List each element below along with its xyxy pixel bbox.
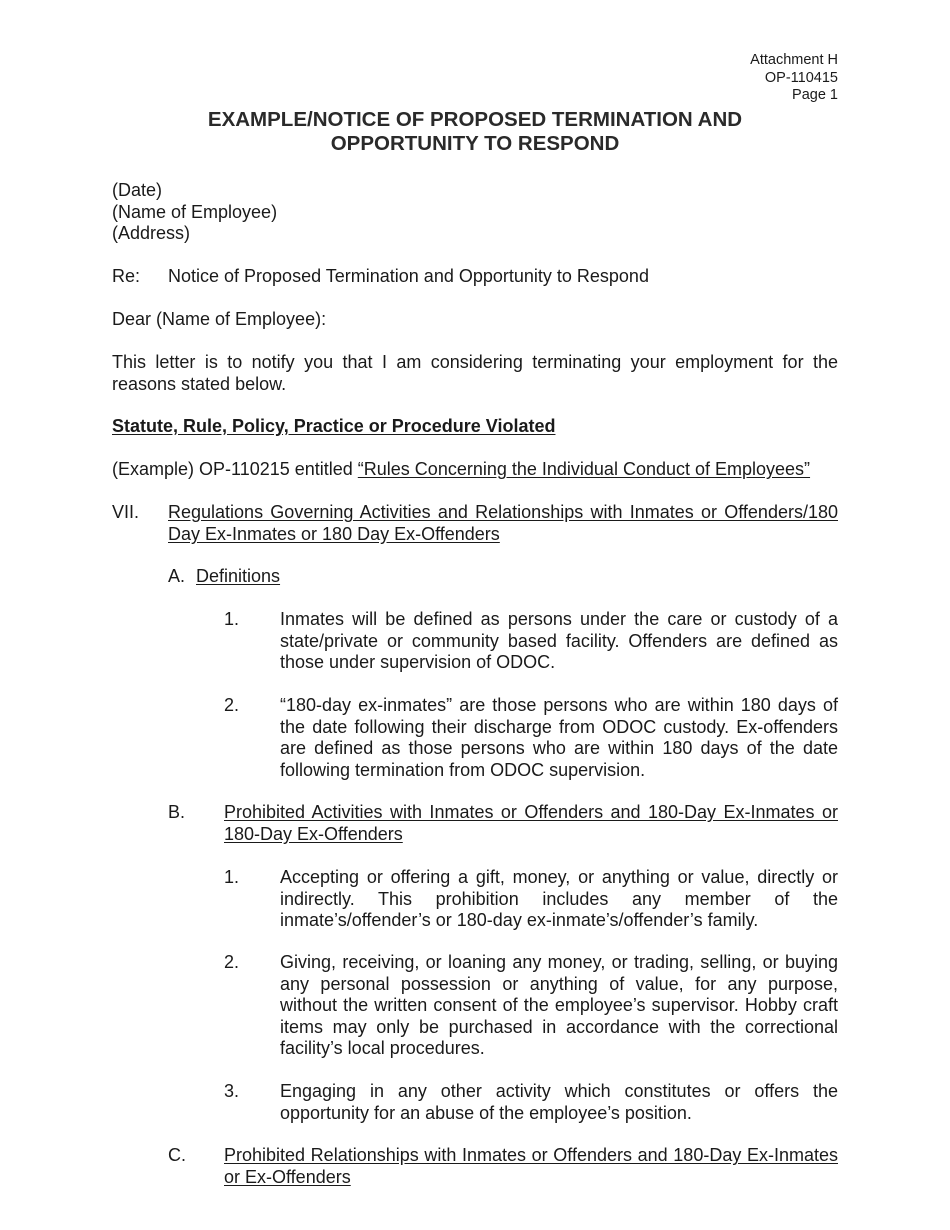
list-item [112, 695, 838, 783]
section-heading [112, 416, 838, 438]
section-vii [112, 502, 838, 546]
employee-name-placeholder: (Name of Employee) [112, 201, 278, 222]
intro-paragraph: This letter is to notify you that I am considering terminating your employment for the reasons stated below. [112, 352, 838, 394]
item-text: Giving, receiving, or loaning any money, or trading, selling, or buying any personal possession or anything of value, for any purpose, without the written consent of the employee’s supervisor. Hobby craft items may only be purchased in accordance with the correctional facility’s local procedures. [280, 952, 838, 1058]
list-item [112, 1081, 838, 1125]
subsection-c-title: Prohibited Relationships with Inmates or Offenders and 180-Day Ex-Inmates or Ex-Offenders [224, 1145, 838, 1187]
op-number: OP-110415 [764, 69, 838, 86]
violations-heading: Statute, Rule, Policy, Practice or Procedure Violated [112, 416, 556, 436]
title-line-2: OPPORTUNITY TO RESPOND [330, 132, 620, 155]
page-number: Page 1 [792, 87, 838, 103]
item-number: 3. [224, 1081, 240, 1101]
salutation: Dear (Name of Employee): [112, 309, 327, 329]
list-item [112, 609, 838, 675]
item-text: Accepting or offering a gift, money, or anything or value, directly or indirectly. This prohibition includes any member of the inmate’s/offender’s or 180-day ex-inmate’s/offender’s family. [280, 867, 838, 930]
item-text: “180-day ex-inmates” are those persons who are within 180 days of the date following their discharge from ODOC custody. Ex-offenders are defined as those persons who are within 180 days of the date following termination from ODOC supervision. [280, 695, 838, 780]
date-placeholder: (Date) [112, 180, 163, 200]
subsection-b-title: Prohibited Activities with Inmates or Offenders and 180-Day Ex-Inmates or 180-Day Ex-Offenders [224, 802, 838, 844]
subsection-a-title: Definitions [196, 566, 281, 586]
policy-title: “Rules Concerning the Individual Conduct of Employees” [357, 459, 811, 479]
subsection-b-heading [112, 802, 838, 846]
list-item [112, 867, 838, 933]
address-block [112, 180, 838, 245]
title-line-1: EXAMPLE/NOTICE OF PROPOSED TERMINATION AND [207, 108, 743, 131]
item-number: 2. [224, 952, 240, 972]
example-prefix: (Example) OP-110215 entitled [112, 459, 358, 479]
item-text: Inmates will be defined as persons under the care or custody of a state/private or community based facility. Offenders are defined as those under supervision of ODOC. [280, 609, 838, 672]
address-placeholder: (Address) [112, 223, 191, 243]
item-number: 2. [224, 695, 240, 715]
re-text: Notice of Proposed Termination and Opportunity to Respond [168, 266, 649, 286]
subsection-a-label: A. [168, 566, 186, 586]
document-title [92, 108, 858, 156]
document-header [750, 52, 838, 105]
item-number: 1. [224, 867, 240, 887]
document-page [112, 0, 838, 1230]
example-line [112, 459, 838, 481]
re-label: Re: [112, 266, 141, 286]
section-vii-title: Regulations Governing Activities and Relationships with Inmates or Offenders/180 Day Ex-Inmates or 180 Day Ex-Offenders [168, 502, 838, 544]
subsection-c-label: C. [168, 1145, 186, 1165]
attachment-label: Attachment H [750, 52, 838, 68]
item-number: 1. [224, 609, 240, 629]
subsection-c-heading [112, 1145, 838, 1189]
subsection-b-label: B. [168, 802, 186, 822]
item-text: Engaging in any other activity which constitutes or offers the opportunity for an abuse of the employee’s position. [280, 1081, 838, 1123]
section-vii-number: VII. [112, 502, 140, 522]
list-item [112, 952, 838, 1062]
